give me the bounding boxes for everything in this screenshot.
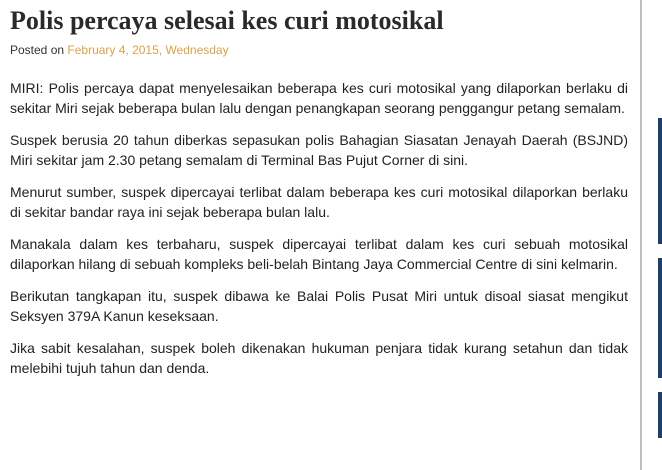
sidebar-edge-block xyxy=(658,258,662,378)
article-paragraph: Manakala dalam kes terbaharu, suspek dipercayai terlibat dalam kes curi sebuah motosikal dilaporkan hilang di sebuah kompleks beli-belah Bintang Jaya Commercial Centre di sini kelmarin. xyxy=(10,236,628,272)
post-date-link[interactable]: February 4, 2015, Wednesday xyxy=(67,43,229,57)
article-paragraph: Menurut sumber, suspek dipercayai terlibat dalam beberapa kes curi motosikal dilaporkan berlaku di sekitar bandar raya ini sejak beberapa bulan lalu. xyxy=(10,184,628,220)
post-meta xyxy=(10,42,229,58)
article-paragraph: MIRI: Polis percaya dapat menyelesaikan beberapa kes curi motosikal yang dilaporkan berlaku di sekitar Miri sejak beberapa bulan lalu dengan penangkapan seorang penggangur petang semalam. xyxy=(10,80,628,116)
sidebar-edge-block xyxy=(658,118,662,244)
article-paragraph: Suspek berusia 20 tahun diberkas sepasukan polis Bahagian Siasatan Jenayah Daerah (BSJND) Miri sekitar jam 2.30 petang semalam di Terminal Bas Pujut Corner di sini. xyxy=(10,132,628,168)
article-title[interactable]: Polis percaya selesai kes curi motosikal xyxy=(10,6,444,35)
article-body xyxy=(10,78,628,390)
sidebar-edge-block xyxy=(658,392,662,438)
posted-on-label: Posted on xyxy=(10,43,65,57)
article-paragraph: Berikutan tangkapan itu, suspek dibawa ke Balai Polis Pusat Miri untuk disoal siasat mengikut Seksyen 379A Kanun keseksaan. xyxy=(10,288,628,324)
sidebar-gutter xyxy=(642,0,658,470)
article-paragraph: Jika sabit kesalahan, suspek boleh dikenakan hukuman penjara tidak kurang setahun dan tidak melebihi tujuh tahun dan denda. xyxy=(10,340,628,376)
